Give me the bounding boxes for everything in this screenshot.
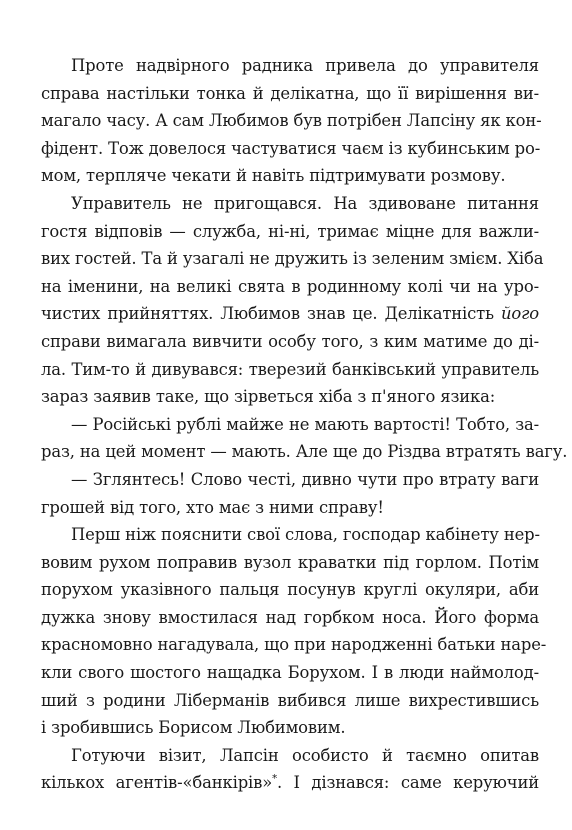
text-line-with-footnote: кількох агентів-«банкірів»*. I дізнався: саме керуючий [41, 773, 539, 793]
text-line: грошей від того, хто має з ними справу! [41, 497, 384, 517]
paragraph-5 [41, 521, 547, 742]
footnote-marker[interactable]: * [272, 773, 277, 785]
paragraph-3 [41, 411, 568, 466]
paragraph-6 [41, 742, 539, 797]
text-line: мом, терпляче чекати й навіть підтримувати розмову. [41, 166, 506, 186]
text-line: вих гостей. Та й узагалі не дружить із зеленим змієм. Хіба [41, 249, 544, 269]
text-line: кли свого шостого нащадка Борухом. І в люди наймолод- [41, 663, 539, 683]
text-line: дужка знову вмостилася над горбком носа. Його форма [41, 607, 539, 627]
paragraph-4 [41, 466, 539, 521]
text-line: — Російські рублі майже не мають вартості! Тобто, за- [71, 414, 539, 434]
text-line: магало часу. А сам Любимов був потрібен Лапсіну як кон- [41, 111, 542, 131]
text-line: на іменини, на великі свята в родинному колі чи на уро- [41, 276, 539, 296]
text-fragment: I дізнався: саме керуючий [293, 773, 539, 793]
italic-word: його [501, 304, 539, 324]
text-line: ла. Тим-то й дивувався: тверезий банківський управитель [41, 359, 539, 379]
text-line: раз, на цей момент — мають. Але ще до Різдва втратять вагу. [41, 442, 568, 462]
text-line: Проте надвірного радника привела до управителя [71, 56, 539, 75]
text-line: вовим рухом поправив вузол краватки під горлом. Потім [41, 552, 539, 572]
paragraph-2 [41, 190, 544, 411]
text-fragment: кількох агентів-«банкірів» [41, 773, 273, 793]
text-line: красномовно нагадувала, що при народженні батьки наре- [41, 635, 547, 655]
paragraph-1 [41, 52, 542, 190]
text-line: — Зглянтесь! Слово честі, дивно чути про втрату ваги [71, 469, 539, 489]
text-line: Управитель не пригощався. На здивоване питання [71, 193, 539, 213]
text-line: Готуючи візит, Лапсін особисто й таємно опитав [71, 745, 539, 765]
text-line: Перш ніж пояснити свої слова, господар кабінету нер- [71, 525, 540, 545]
text-line: гостя відповів — служба, ні-ні, тримає міцне для важли- [41, 221, 539, 241]
body-text [41, 52, 568, 797]
text-line-with-italic [41, 300, 539, 328]
text-line: порухом указівного пальця посунув круглі окуляри, аби [41, 580, 539, 600]
text-line: справа настільки тонка й делікатна, що її вирішення ви- [41, 83, 539, 103]
text-line: зараз заявив таке, що зірветься хіба з п'яного язика: [41, 387, 496, 407]
text-line: і зробившись Борисом Любимовим. [41, 718, 346, 738]
text-line: справи вимагала вивчити особу того, з ким матиме до ді- [41, 331, 539, 351]
text-line: фідент. Тож довелося частуватися чаєм із кубинським ро- [41, 138, 541, 158]
text-line: ший з родини Ліберманів вибився лише вихрестившись [41, 690, 539, 710]
text-fragment: чистих прийняттях. Любимов знав це. Делікатність [41, 304, 494, 324]
